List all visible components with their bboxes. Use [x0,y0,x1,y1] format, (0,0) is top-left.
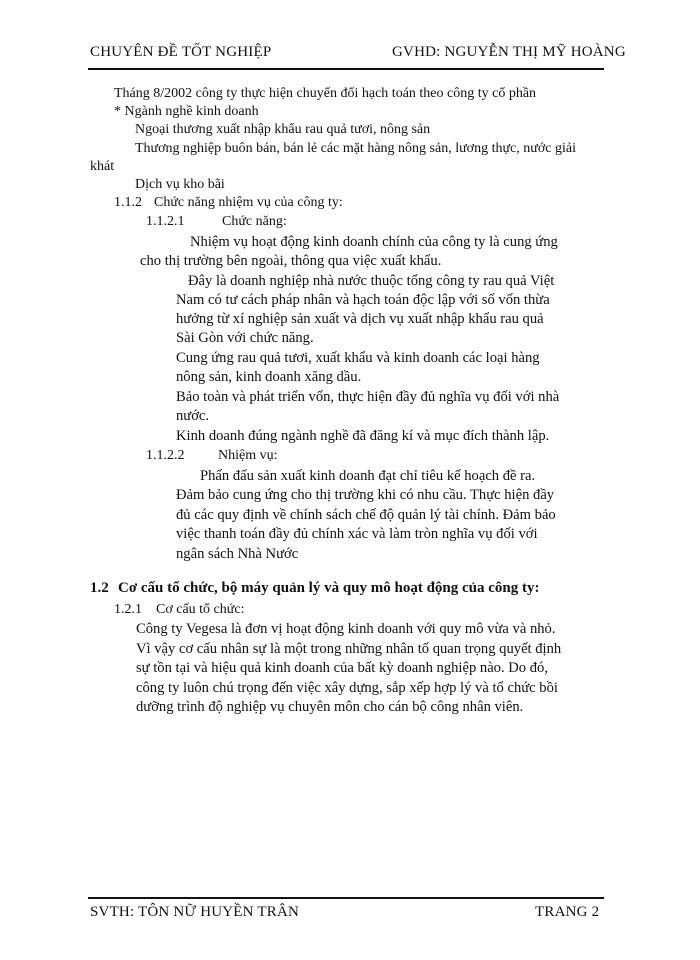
function-paragraph-3-line-2: nông sản, kinh doanh xăng dầu. [176,369,362,385]
heading-1-1-2-title: Chức năng nhiệm vụ của công ty: [154,195,343,210]
function-paragraph-4-line-1: Bảo toàn và phát triển vốn, thực hiện đầy đủ nghĩa vụ đối với nhà [176,389,560,405]
heading-1-1-2-1-number: 1.1.2.1 [146,214,185,229]
function-paragraph-1-line-1: Nhiệm vụ hoạt động kinh doanh chính của công ty là cung ứng [190,234,558,250]
section-1-2-title: Cơ cấu tổ chức, bộ máy quản lý và quy mô hoạt động của công ty: [118,580,540,596]
structure-line-5: dưỡng trình độ nghiệp vụ chuyên môn cho cán bộ công nhân viên. [136,699,524,715]
structure-line-1: Công ty Vegesa là đơn vị hoạt động kinh doanh với quy mô vừa và nhỏ. [136,621,556,637]
function-paragraph-3-line-1: Cung ứng rau quả tươi, xuất khẩu và kinh doanh các loại hàng [176,350,540,366]
function-paragraph-4-line-2: nước. [176,408,210,424]
duty-paragraph-2-line-4: ngân sách Nhà Nước [176,546,299,562]
structure-line-3: sự tồn tại và hiệu quả kinh doanh của bất kỳ doanh nghiệp nào. Do đó, [136,660,548,676]
heading-1-1-2-number: 1.1.2 [114,195,142,210]
footer-right: TRANG 2 [535,904,600,920]
business-line-2a: Thương nghiệp buôn bán, bán lẻ các mặt hàng nông sản, lương thực, nước giải [135,141,576,156]
duty-paragraph-2-line-1: Đảm bảo cung ứng cho thị trường khi có nhu cầu. Thực hiện đầy [176,487,555,503]
structure-line-4: công ty luôn chú trọng đến việc xây dựng, sắp xếp hợp lý và tổ chức bồi [136,680,558,696]
business-line-3: Dịch vụ kho bãi [135,177,225,192]
function-paragraph-2-line-2: Nam có tư cách pháp nhân và hạch toán độc lập với số vốn thừa [176,292,550,308]
footer-rule [88,897,604,899]
business-line-1: Ngoại thương xuất nhập khẩu rau quả tươi, nông sản [135,122,431,137]
duty-paragraph-1: Phấn đấu sản xuất kinh doanh đạt chỉ tiêu kế hoạch đề ra. [200,468,536,484]
header-left: CHUYÊN ĐỀ TỐT NGHIỆP [90,44,272,60]
heading-1-2-1-number: 1.2.1 [114,602,142,617]
function-paragraph-5: Kinh doanh đúng ngành nghề đã đăng kí và mục đích thành lập. [176,428,550,444]
business-line-2b: khát [90,159,115,174]
heading-1-1-2-1-title: Chức năng: [222,214,287,229]
business-heading: * Ngành nghề kinh doanh [114,104,259,119]
function-paragraph-2-line-3: hưởng từ xí nghiệp sản xuất và dịch vụ xuất nhập khẩu rau quả [176,311,544,327]
function-paragraph-2-line-1: Đây là doanh nghiệp nhà nước thuộc tổng công ty rau quả Việt [188,273,555,289]
function-paragraph-2-line-4: Sài Gòn với chức năng. [176,330,314,346]
heading-1-2-1-title: Cơ cấu tổ chức: [156,602,245,617]
intro-paragraph: Tháng 8/2002 công ty thực hiện chuyển đổi hạch toán theo công ty cổ phần [114,86,537,101]
footer-left: SVTH: TÔN NỮ HUYỀN TRÂN [90,904,300,920]
structure-line-2: Vì vậy cơ cấu nhân sự là một trong những nhân tố quan trọng quyết định [136,641,562,657]
heading-1-1-2-2-title: Nhiệm vụ: [218,448,278,463]
section-1-2-number: 1.2 [90,580,109,596]
duty-paragraph-2-line-2: đủ các quy định về chính sách chế độ quản lý tài chính. Đảm bảo [176,507,556,523]
header-rule [88,68,604,70]
heading-1-1-2-2-number: 1.1.2.2 [146,448,185,463]
duty-paragraph-2-line-3: việc thanh toán đầy đủ chính xác và làm tròn nghĩa vụ đối với [176,526,538,542]
function-paragraph-1-line-2: cho thị trường bên ngoài, thông qua việc xuất khẩu. [140,253,442,269]
header-right: GVHD: NGUYỄN THỊ MỸ HOÀNG [392,44,626,60]
